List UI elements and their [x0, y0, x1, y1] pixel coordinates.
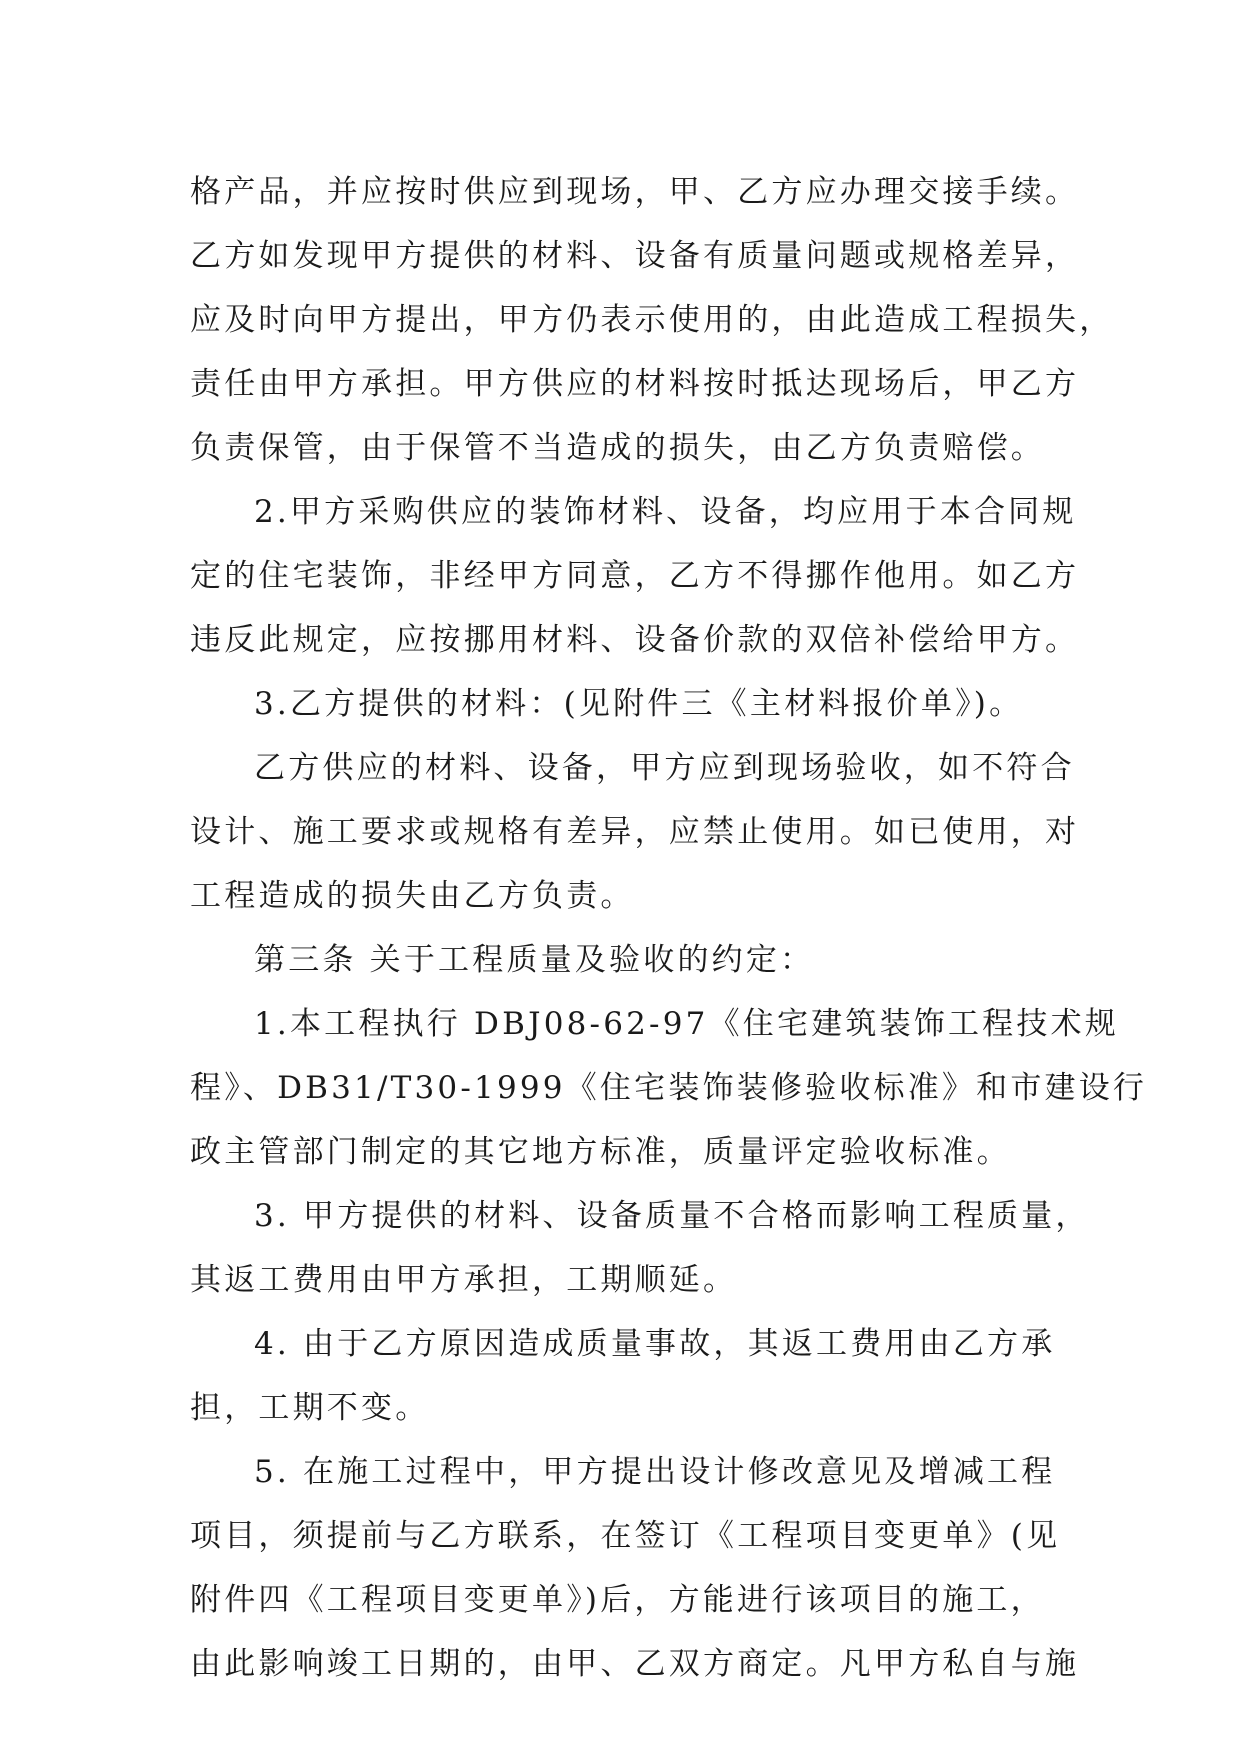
text-line: 1.本工程执行 DBJ08-62-97《住宅建筑装饰工程技术规 [254, 1006, 1119, 1042]
text-line: 4. 由于乙方原因造成质量事故，其返工费用由乙方承 [254, 1326, 1056, 1362]
text-line: 格产品，并应按时供应到现场，甲、乙方应办理交接手续。 [190, 174, 1080, 210]
text-line: 乙方供应的材料、设备，甲方应到现场验收，如不符合 [254, 750, 1075, 786]
text-line: 定的住宅装饰，非经甲方同意，乙方不得挪作他用。如乙方 [190, 558, 1080, 594]
text-line: 5. 在施工过程中，甲方提出设计修改意见及增减工程 [254, 1454, 1056, 1490]
text-line: 乙方如发现甲方提供的材料、设备有质量问题或规格差异， [190, 238, 1080, 274]
text-line: 2.甲方采购供应的装饰材料、设备，均应用于本合同规 [254, 494, 1077, 530]
text-line: 3. 甲方提供的材料、设备质量不合格而影响工程质量， [254, 1198, 1090, 1234]
text-line: 附件四《工程项目变更单》)后，方能进行该项目的施工， [190, 1582, 1045, 1618]
contract-body-text [190, 160, 1148, 1696]
text-line: 应及时向甲方提出，甲方仍表示使用的，由此造成工程损失， [190, 302, 1114, 338]
text-line: 工程造成的损失由乙方负责。 [190, 878, 635, 914]
text-line: 3.乙方提供的材料：(见附件三《主材料报价单》)。 [254, 686, 1024, 722]
text-line: 项目，须提前与乙方联系，在签订《工程项目变更单》(见 [190, 1518, 1061, 1554]
text-line: 责任由甲方承担。甲方供应的材料按时抵达现场后，甲乙方 [190, 366, 1080, 402]
text-line: 设计、施工要求或规格有差异，应禁止使用。如已使用，对 [190, 814, 1080, 850]
text-line: 违反此规定，应按挪用材料、设备价款的双倍补偿给甲方。 [190, 622, 1080, 658]
text-line: 政主管部门制定的其它地方标准，质量评定验收标准。 [190, 1134, 1011, 1170]
text-line: 程》、DB31/T30-1999《住宅装饰装修验收标准》和市建设行 [190, 1070, 1148, 1106]
text-line: 负责保管，由于保管不当造成的损失，由乙方负责赔偿。 [190, 430, 1045, 466]
text-line: 由此影响竣工日期的，由甲、乙双方商定。凡甲方私自与施 [190, 1646, 1080, 1682]
text-line: 其返工费用由甲方承担，工期顺延。 [190, 1262, 738, 1298]
section-heading: 第三条 关于工程质量及验收的约定： [254, 942, 815, 978]
text-line: 担，工期不变。 [190, 1390, 430, 1426]
